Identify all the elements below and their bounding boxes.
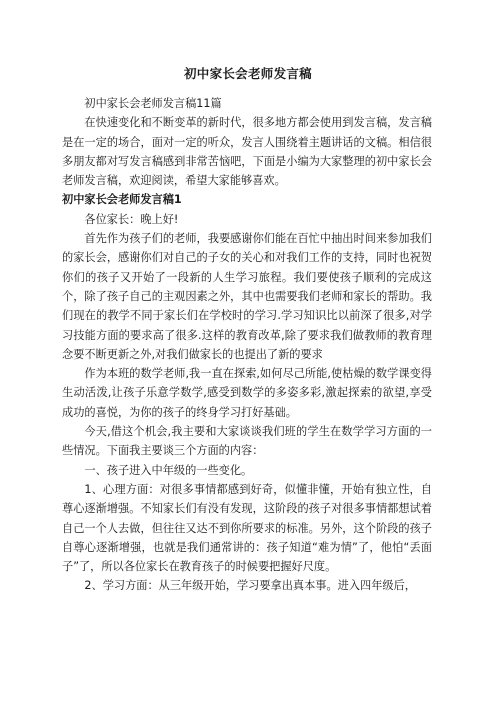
paragraph: 各位家长：晚上好! — [84, 212, 179, 226]
paragraph: 一、孩子进入中年级的一些变化。 — [84, 463, 253, 477]
paragraph: 作为本班的数学老师,我一直在探索,如何尽己所能,使枯燥的数学课变得生动活泼,让孩子乐意学数学,感受到数学的多姿多彩,激起探索的欲望,享受成功的喜悦，为你的孩子的终身学习打好基础。 — [62, 367, 432, 419]
paragraph: 2、学习方面：从三年级开始，学习要拿出真本事。进入四年级后， — [84, 579, 416, 593]
paragraph: 1、心理方面：对很多事情都感到好奇，似懂非懂，开始有独立性，自尊心逐渐增强。不知家长们有没有发现，这阶段的孩子对很多事情都想试着自己一个人去做，但往往又达不到你所要求的标准。另外，这个阶段的孩子自尊心逐渐增强，也就是我们通常讲的：孩子知道“难为情”了，他怕“丢面子”了，所以各位家长在教育孩子的时候要把握好尺度。 — [62, 482, 432, 574]
section-heading: 初中家长会老师发言稿1 — [62, 193, 182, 207]
document-body — [62, 94, 432, 596]
document-title: 初中家长会老师发言稿 — [183, 66, 312, 81]
paragraph: 在快速变化和不断变革的新时代，很多地方都会使用到发言稿，发言稿是在一定的场合，面对一定的听众，发言人围绕着主题讲话的文稿。相信很多朋友都对写发言稿感到非常苦恼吧，下面是小编为大家整理的初中家长会老师发言稿，欢迎阅读，希望大家能够喜欢。 — [62, 116, 432, 188]
paragraph: 首先作为孩子们的老师，我要感谢你们能在百忙中抽出时间来参加我们的家长会，感谢你们对自己的子女的关心和对我们工作的支持，同时也祝贺你们的孩子又开始了一段新的人生学习旅程。我们要使孩子顺利的完成这个，除了孩子自己的主观因素之外，其中也需要我们老师和家长的帮助。我们现在的教学不同于家长们在学校时的学习.学习知识比以前深了很多,对学习技能方面的要求高了很多.这样的教育改革,除了要求我们做教师的教育理念要不断更新之外,对我们做家长的也提出了新的要求 — [62, 232, 432, 361]
paragraph: 初中家长会老师发言稿11篇 — [84, 97, 222, 110]
paragraph: 今天,借这个机会,我主要和大家谈谈我们班的学生在数学学习方面的一些情况。下面我主要谈三个方面的内容： — [62, 425, 432, 458]
